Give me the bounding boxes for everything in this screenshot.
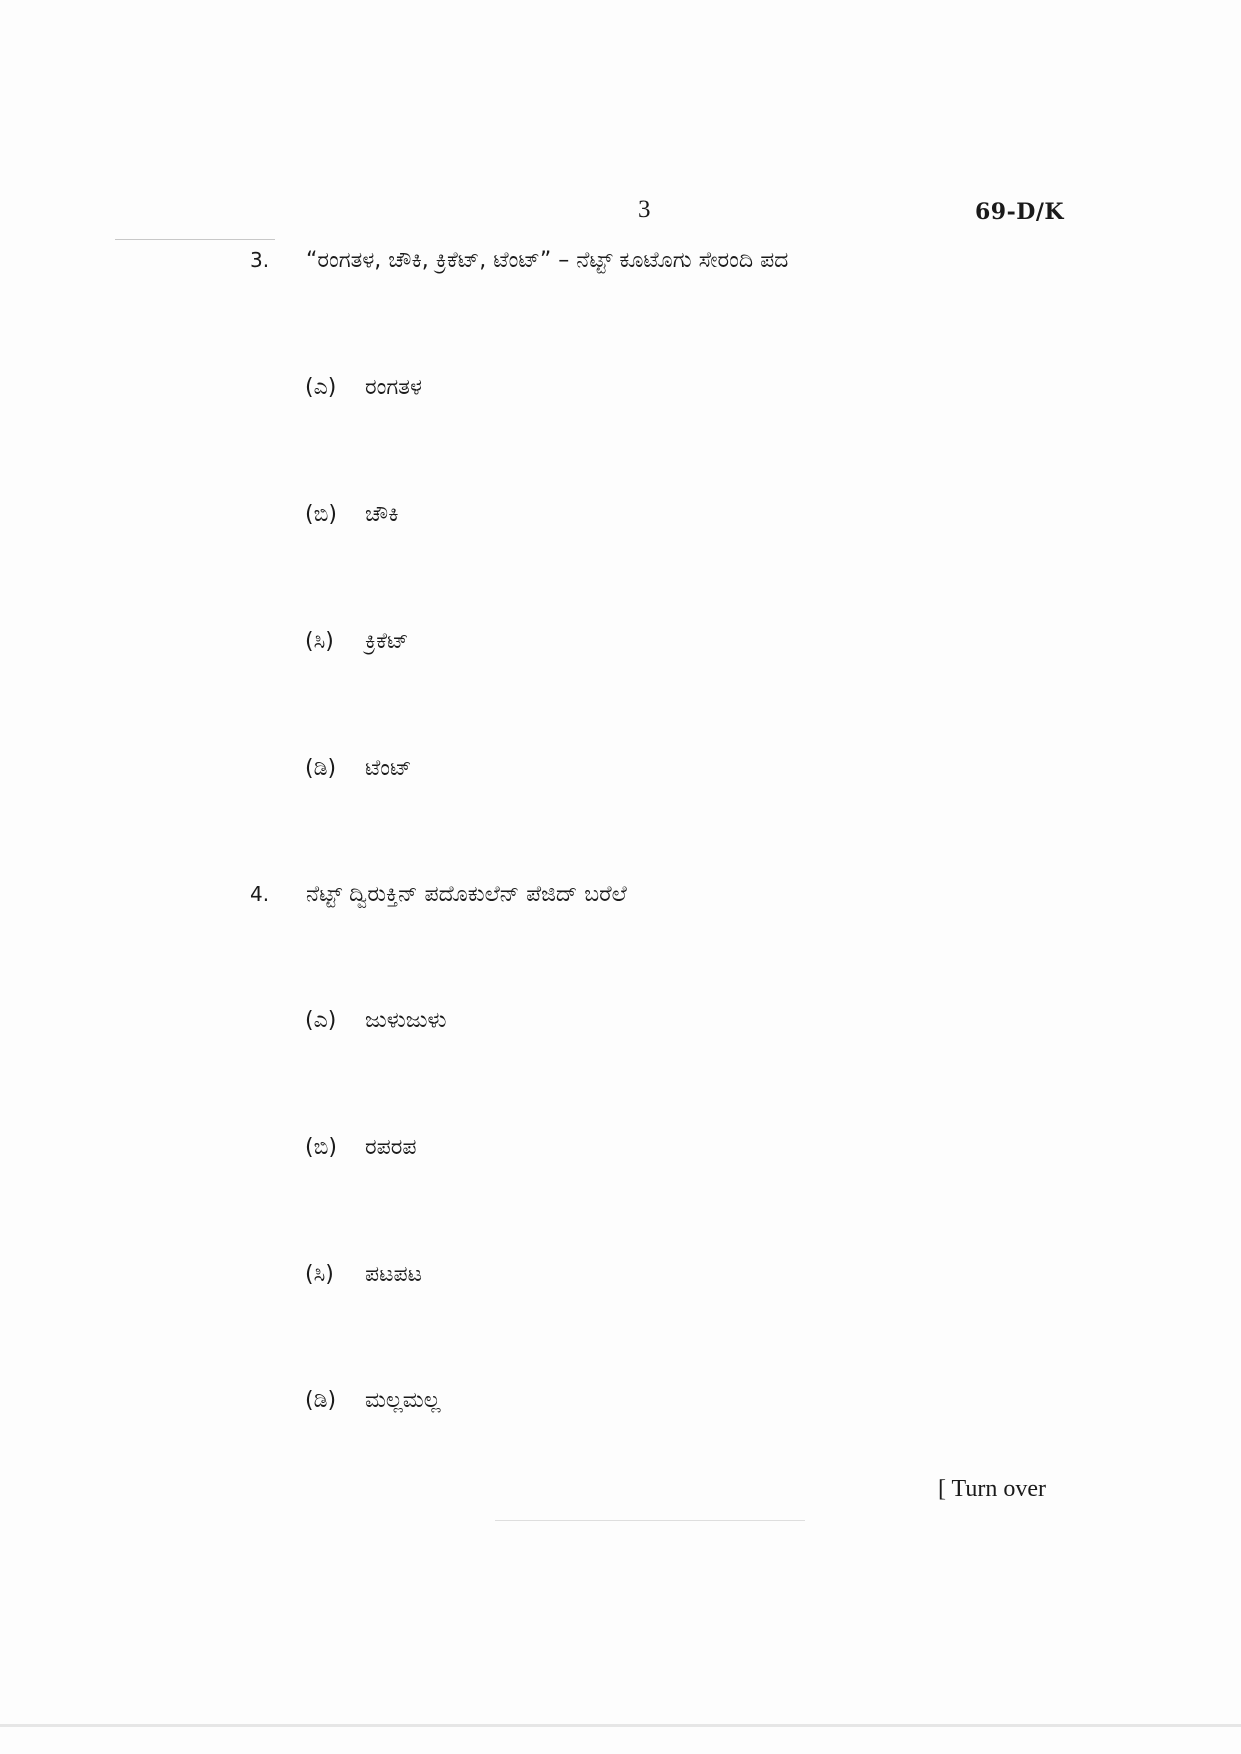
option-label: (ಬಿ) xyxy=(305,502,337,527)
q3-option-c xyxy=(305,629,409,654)
option-text: ಮಲ್ಲಮಲ್ಲ xyxy=(365,1388,441,1413)
question-3 xyxy=(250,248,788,273)
q3-option-d xyxy=(305,756,412,781)
paper-code: 69-D/K xyxy=(975,199,1064,225)
question-text: ನೆಟ್ಟ್ ದ್ವಿರುಕ್ತಿನ್ ಪದೊಕುಲೆನ್ ಪೆಜಿದ್ ಬರೆಲೆ xyxy=(306,882,627,907)
page-bottom-edge xyxy=(0,1724,1241,1727)
q4-option-d xyxy=(305,1388,441,1413)
question-text: “ರಂಗತಳ, ಚೌಕಿ, ಕ್ರಿಕೆಟ್, ಟೆಂಟ್” – ನೆಟ್ಟ್ ಕೂಟೊಗು ಸೇರಂದಿ ಪದ xyxy=(306,248,789,273)
header-divider xyxy=(115,239,275,240)
option-text: ಜುಳುಜುಳು xyxy=(365,1008,447,1033)
q3-option-b xyxy=(305,502,399,527)
option-text: ರಂಗತಳ xyxy=(365,375,422,400)
question-4 xyxy=(250,882,627,907)
option-label: (ಸಿ) xyxy=(305,1262,334,1287)
option-text: ಕ್ರಿಕೆಟ್ xyxy=(365,629,409,654)
option-text: ರಪರಪ xyxy=(365,1135,417,1160)
q4-option-a xyxy=(305,1008,446,1033)
option-label: (ಎ) xyxy=(305,1008,337,1033)
option-text: ಚೌಕಿ xyxy=(365,502,399,527)
page-number: 3 xyxy=(638,196,651,223)
scan-streak xyxy=(495,1520,805,1521)
q4-option-c xyxy=(305,1262,422,1287)
question-number: 4. xyxy=(250,882,270,906)
turn-over-note: [ Turn over xyxy=(938,1476,1047,1502)
option-label: (ಎ) xyxy=(305,375,337,400)
option-label: (ಬಿ) xyxy=(305,1135,337,1160)
q3-option-a xyxy=(305,375,422,400)
option-text: ಪಟಪಟ xyxy=(365,1262,422,1287)
option-label: (ಡಿ) xyxy=(305,1388,337,1413)
q4-option-b xyxy=(305,1135,416,1160)
question-number: 3. xyxy=(250,248,270,272)
option-label: (ಡಿ) xyxy=(305,756,337,781)
option-label: (ಸಿ) xyxy=(305,629,334,654)
option-text: ಟೆಂಟ್ xyxy=(365,756,412,781)
